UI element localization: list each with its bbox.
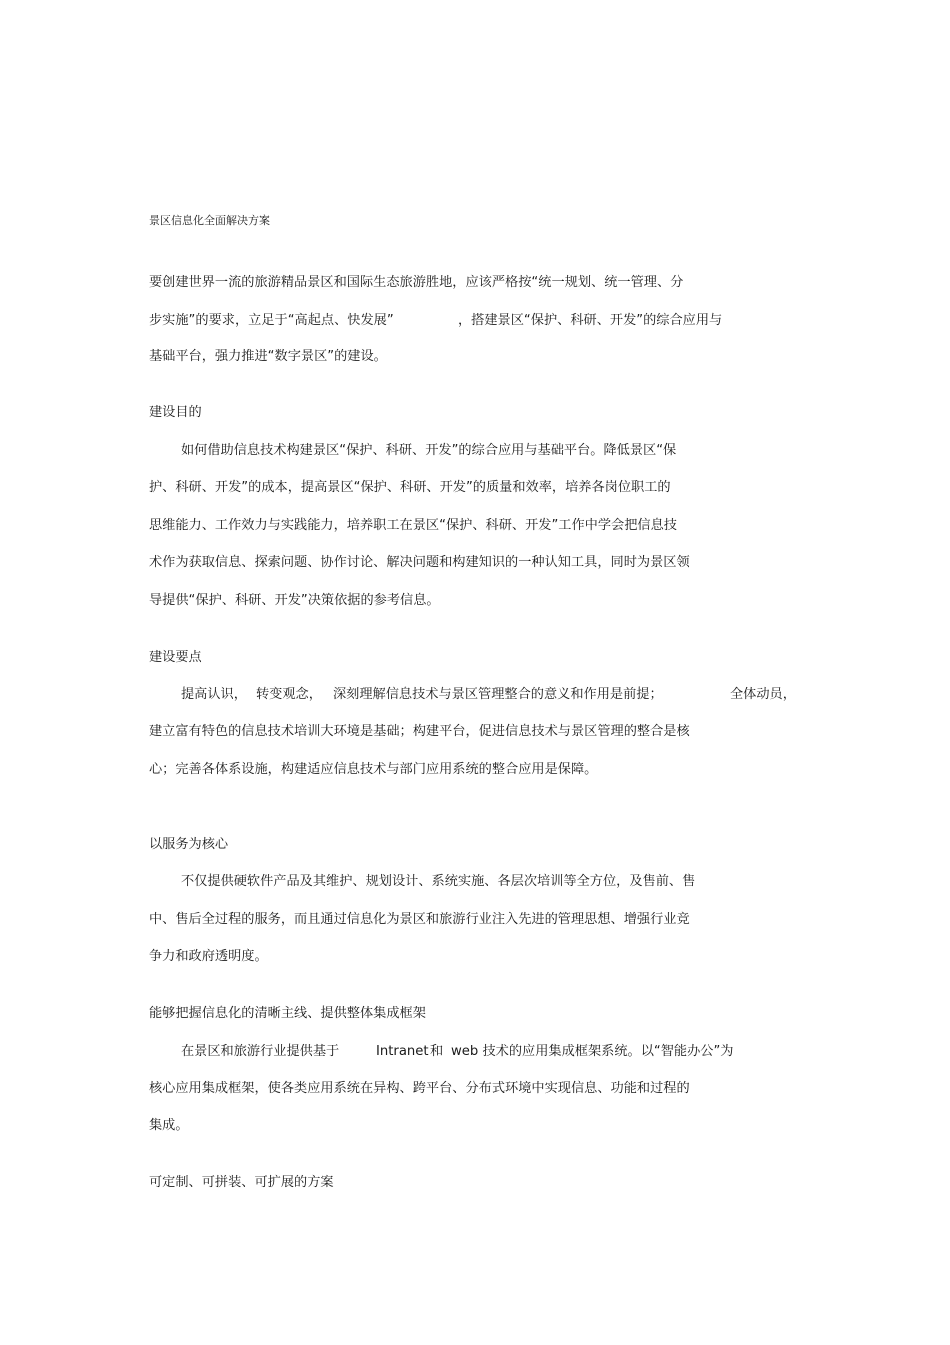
service-line-3: 争力和政府透明度。 — [149, 949, 268, 964]
keypoints-line-1c: 深刻理解信息技术与景区管理整合的意义和作用是前提； — [333, 687, 663, 702]
section-heading-purpose: 建设目的 — [149, 405, 202, 420]
intro-line-1: 要创建世界一流的旅游精品景区和国际生态旅游胜地，应该严格按“统一规划、统一管理、分 — [149, 275, 684, 290]
purpose-line-3: 思维能力、工作效力与实践能力，培养职工在景区“保护、科研、开发”工作中学会把信息技 — [149, 518, 677, 533]
section-heading-framework: 能够把握信息化的清晰主线、提供整体集成框架 — [149, 1006, 426, 1021]
section-heading-service: 以服务为核心 — [149, 837, 229, 852]
keypoints-line-2: 建立富有特色的信息技术培训大环境是基础；构建平台，促进信息技术与景区管理的整合是核 — [149, 724, 690, 739]
section-heading-custom: 可定制、可拼装、可扩展的方案 — [149, 1175, 334, 1190]
framework-line-1d: web 技术的应用集成框架系统。以“智能办公”为 — [451, 1044, 734, 1059]
intro-line-3: 基础平台，强力推进“数字景区”的建设。 — [149, 349, 387, 364]
framework-line-1c: 和 — [430, 1044, 444, 1059]
document-title: 景区信息化全面解决方案 — [149, 214, 270, 227]
framework-line-2: 核心应用集成框架，使各类应用系统在异构、跨平台、分布式环境中实现信息、功能和过程的 — [149, 1081, 690, 1096]
intro-line-2b: ，搭建景区“保护、科研、开发”的综合应用与 — [458, 313, 723, 328]
keypoints-line-1a: 提高认识， — [181, 687, 247, 702]
service-line-1: 不仅提供硬软件产品及其维护、规划设计、系统实施、各层次培训等全方位，及售前、售 — [181, 874, 696, 889]
service-line-2: 中、售后全过程的服务，而且通过信息化为景区和旅游行业注入先进的管理思想、增强行业竞 — [149, 912, 690, 927]
keypoints-line-3: 心；完善各体系设施，构建适应信息技术与部门应用系统的整合应用是保障。 — [149, 762, 598, 777]
purpose-line-1: 如何借助信息技术构建景区“保护、科研、开发”的综合应用与基础平台。降低景区“保 — [181, 443, 677, 458]
framework-line-1b: Intranet — [376, 1044, 429, 1059]
keypoints-line-1b: 转变观念， — [256, 687, 322, 702]
intro-line-2a: 步实施”的要求，立足于“高起点、快发展” — [149, 313, 394, 328]
section-heading-keypoints: 建设要点 — [149, 650, 202, 665]
keypoints-line-1d: 全体动员， — [730, 687, 796, 702]
purpose-line-4: 术作为获取信息、探索问题、协作讨论、解决问题和构建知识的一种认知工具，同时为景区领 — [149, 555, 690, 570]
purpose-line-5: 导提供“保护、科研、开发”决策依据的参考信息。 — [149, 593, 440, 608]
purpose-line-2: 护、科研、开发”的成本，提高景区“保护、科研、开发”的质量和效率，培养各岗位职工的 — [149, 480, 671, 495]
framework-line-1a: 在景区和旅游行业提供基于 — [181, 1044, 340, 1059]
framework-line-3: 集成。 — [149, 1118, 189, 1133]
